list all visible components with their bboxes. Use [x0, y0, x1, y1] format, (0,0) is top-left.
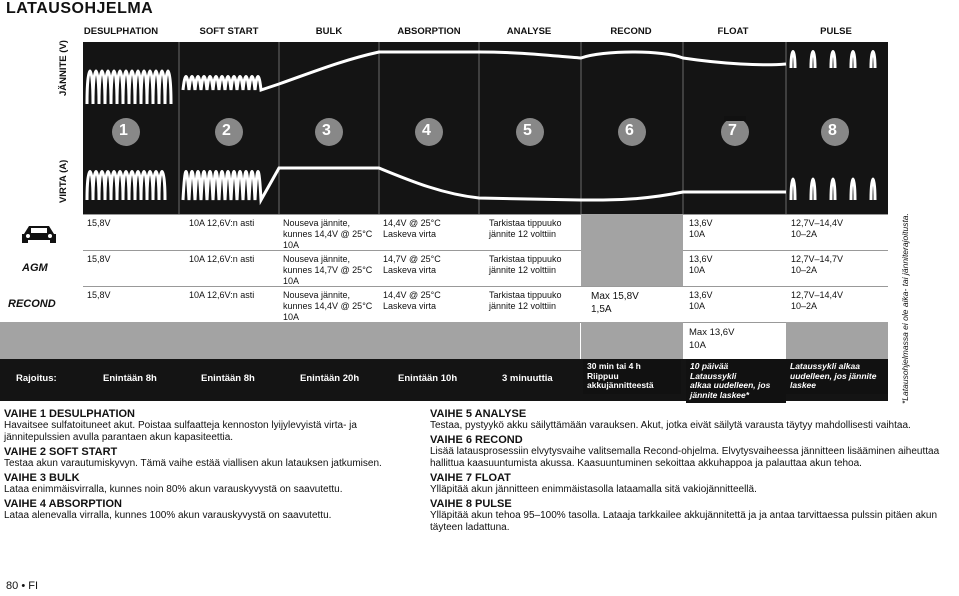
step-number-4: 4: [422, 122, 431, 139]
r2-float: 13,6V 10A: [689, 254, 713, 275]
limit-bulk: Enintään 20h: [300, 373, 360, 384]
phase-label-absorption: ABSORPTION: [397, 26, 461, 37]
limit-soft-start: Enintään 8h: [201, 373, 255, 384]
charging-curve-chart: [83, 42, 888, 214]
section-title: VAIHE 8 PULSE: [430, 498, 512, 510]
r1-analyse: Tarkistaa tippuuko jännite 12 volttiin: [489, 218, 562, 239]
section-title: VAIHE 3 BULK: [4, 472, 80, 484]
phase-label-pulse: PULSE: [820, 26, 852, 37]
section-title: VAIHE 5 ANALYSE: [430, 408, 527, 420]
r1-softstart: 10A 12,6V:n asti: [189, 218, 255, 228]
r3-absorption: 14,4V @ 25°C Laskeva virta: [383, 290, 441, 311]
footer-language: FI: [28, 580, 39, 592]
current-axis-label: VIRTA (A): [58, 159, 69, 203]
step-number-1: 1: [119, 122, 128, 139]
sections-left: [4, 406, 414, 522]
page-footer: [6, 580, 38, 592]
section-text: Ylläpitää akun jännitteen enimmäistasolla lataamalla sitä vakiojännitteellä.: [430, 484, 757, 495]
section-title: VAIHE 7 FLOAT: [430, 472, 511, 484]
page-title: LATAUSOHJELMA: [6, 0, 154, 17]
section-text: Lataa alenevalla virralla, kunnes 100% akun varauskyvystä on saavutettu.: [4, 510, 332, 521]
r2-softstart: 10A 12,6V:n asti: [189, 254, 255, 264]
supply-float: Max 13,6V 10A: [689, 327, 735, 351]
r1-pulse: 12,7V–14,4V 10–2A: [791, 218, 844, 239]
phase-header: [83, 22, 888, 42]
section-text: Lataa enimmäisvirralla, kunnes noin 80% akun varauskyvystä on saavutettu.: [4, 484, 343, 495]
r3-analyse: Tarkistaa tippuuko jännite 12 volttiin: [489, 290, 562, 311]
r3-desulph-v: 15,8V: [87, 290, 111, 300]
phase-label-desulphation: DESULPHATION: [83, 26, 159, 37]
phase-label-recond: RECOND: [610, 26, 652, 37]
voltage-axis-label: JÄNNITE (V): [58, 40, 69, 96]
row-label-agm: AGM: [22, 262, 48, 274]
r3-recond: Max 15,8V 1,5A: [591, 291, 639, 315]
step-number-2: 2: [222, 122, 231, 139]
page-number: 80: [6, 580, 19, 592]
r1-bulk: Nouseva jännite, kunnes 14,4V @ 25°C 10A: [283, 218, 373, 250]
r2-pulse: 12,7V–14,7V 10–2A: [791, 254, 844, 275]
r2-analyse: Tarkistaa tippuuko jännite 12 volttiin: [489, 254, 562, 275]
step-number-3: 3: [322, 122, 331, 139]
footer-separator: •: [21, 580, 26, 592]
section-text: Ylläpitää akun tehoa 95–100% tasolla. Lataaja tarkkailee akkujännitettä ja ja antaa tarvittaessa pulssin pitäen akun täyteen ladattuna.: [430, 510, 938, 533]
note-pulse: Lataussykli alkaa uudelleen, jos jännite laskee: [786, 359, 888, 394]
charging-curve-graphic: [83, 42, 888, 214]
section-text: Lisää latausprosessiin elvytysvaihe valitsemalla Recond-ohjelma. Elvytysvaiheessa jännitteen lisääminen aiheuttaa hallittua kaasuuntumista akussa. Kaasuuntuminen sekoittaa akkuhappoa ja palauttaa akun tehoa.: [430, 446, 940, 469]
limit-desulphation: Enintään 8h: [103, 373, 157, 384]
limits-label: Rajoitus:: [16, 373, 57, 384]
row-label-recond: RECOND: [8, 298, 56, 310]
r2-absorption: 14,7V @ 25°C Laskeva virta: [383, 254, 441, 275]
r1-absorption: 14,4V @ 25°C Laskeva virta: [383, 218, 441, 239]
r3-softstart: 10A 12,6V:n asti: [189, 290, 255, 300]
section-text: Testaa, pystyykö akku säilyttämään varauksen. Akut, jotka eivät säilytä varausta täytyy mahdollisesti vaihtaa.: [430, 420, 911, 431]
r2-desulph-v: 15,8V: [87, 254, 111, 264]
recond-disabled-block: [581, 214, 683, 286]
phase-label-bulk: BULK: [315, 26, 343, 37]
step-number-7: 7: [728, 122, 737, 139]
car-icon: [20, 222, 58, 251]
phase-label-analyse: ANALYSE: [506, 26, 552, 37]
r3-bulk: Nouseva jännite, kunnes 14,4V @ 25°C 10A: [283, 290, 373, 322]
note-recond: 30 min tai 4 h Riippuu akkujännitteestä: [583, 359, 681, 394]
section-title: VAIHE 2 SOFT START: [4, 446, 118, 458]
supply-row-bar: [0, 322, 580, 359]
step-number-6: 6: [625, 122, 634, 139]
section-title: VAIHE 6 RECOND: [430, 434, 523, 446]
supply-recond-block: [581, 322, 683, 359]
phase-label-float: FLOAT: [717, 26, 749, 37]
limit-analyse: 3 minuuttia: [502, 373, 553, 384]
r1-desulph-v: 15,8V: [87, 218, 111, 228]
current-curve: [87, 168, 875, 200]
note-float: 10 päivää Lataussykli alkaa uudelleen, jos jännite laskee*: [686, 359, 786, 403]
supply-pulse-block: [786, 322, 888, 359]
r3-float: 13,6V 10A: [689, 290, 713, 311]
step-number-5: 5: [523, 122, 532, 139]
section-text: Testaa akun varautumiskyvyn. Tämä vaihe estää viallisen akun latauksen jatkumisen.: [4, 458, 382, 469]
section-title: VAIHE 1 DESULPHATION: [4, 408, 135, 420]
step-number-8: 8: [828, 122, 837, 139]
r2-bulk: Nouseva jännite, kunnes 14,7V @ 25°C 10A: [283, 254, 373, 286]
voltage-curve: [87, 52, 875, 105]
sections-right: [430, 406, 956, 534]
limits-row: [0, 359, 888, 401]
section-title: VAIHE 4 ABSORPTION: [4, 498, 122, 510]
r3-pulse: 12,7V–14,4V 10–2A: [791, 290, 844, 311]
side-footnote: *Latausohjelmassa ei ole aika- tai jänniterajoitusta.: [900, 213, 910, 404]
section-text: Havaitsee sulfatoituneet akut. Poistaa sulfaatteja kennoston lyijylevyistä virta- ja jännitepulssien avulla parantaen akun kapasiteettia.: [4, 420, 357, 443]
phase-label-soft-start: SOFT START: [199, 26, 259, 37]
r1-float: 13,6V 10A: [689, 218, 713, 239]
limit-absorption: Enintään 10h: [398, 373, 458, 384]
